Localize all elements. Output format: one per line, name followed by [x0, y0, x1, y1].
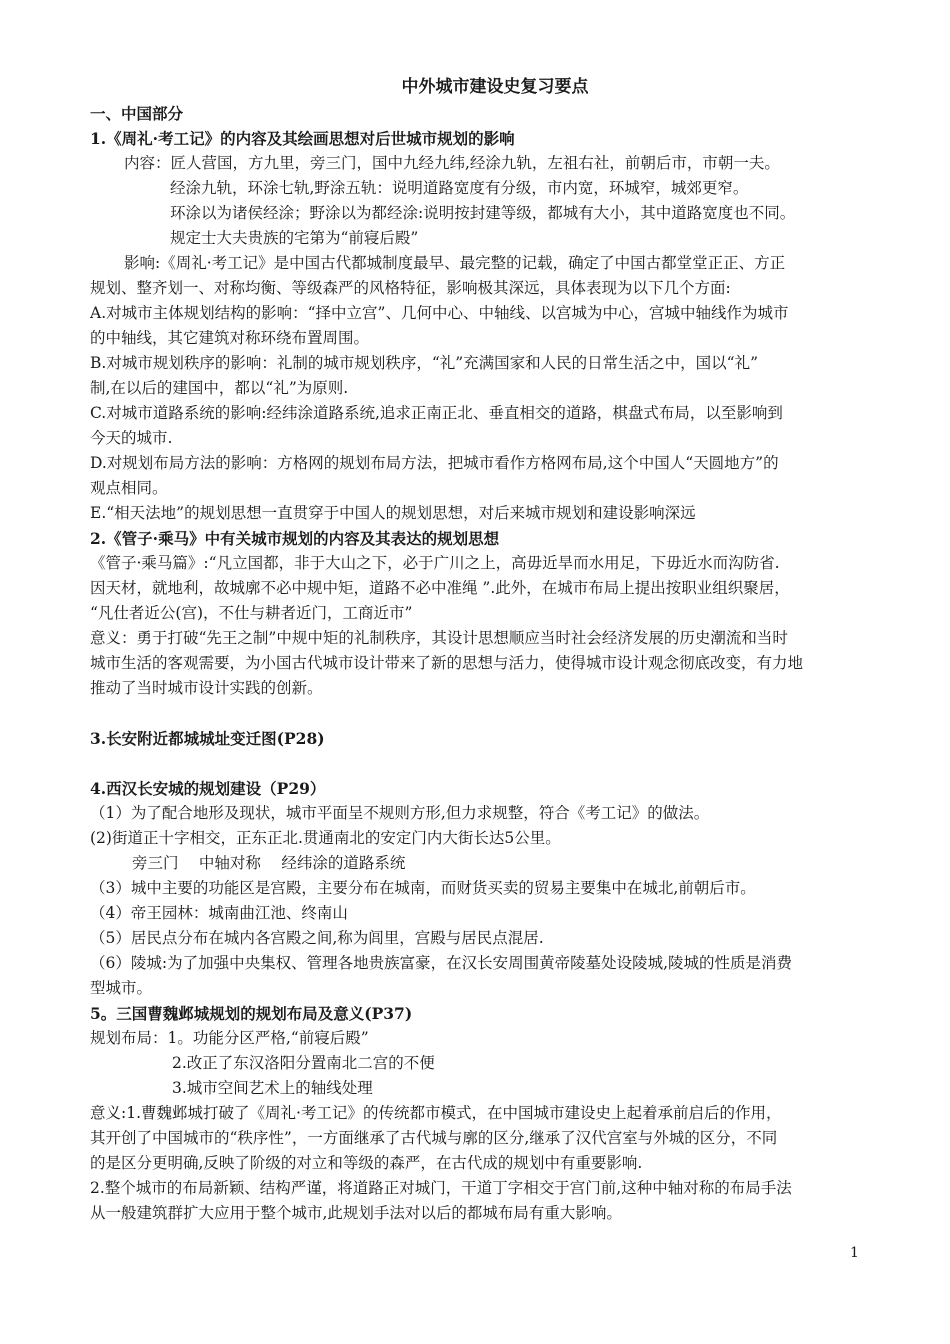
- text-line: 城市生活的客观需要，为小国古代城市设计带来了新的思想与活力，使得城市设计观念彻底改变，有力地: [90, 654, 804, 672]
- text-line: 规定士大夫贵族的宅第为“前寝后殿”: [170, 229, 419, 247]
- text-line: 观点相同。: [90, 479, 168, 497]
- document-title: 中外城市建设史复习要点: [401, 77, 589, 97]
- text-line: 意义：勇于打破“先王之制”中规中矩的礼制秩序，其设计思想顺应当时社会经济发展的历史潮流和当时: [90, 629, 788, 647]
- text-line: 今天的城市.: [90, 429, 173, 447]
- text-line: E.“相天法地”的规划思想一直贯穿于中国人的规划思想，对后来城市规划和建设影响深远: [90, 504, 696, 522]
- text-line: 旁三门 中轴对称 经纬涂的道路系统: [132, 854, 406, 872]
- text-line: 环涂以为诸侯经涂；野涂以为都经涂:说明按封建等级，都城有大小，其中道路宽度也不同。: [170, 204, 796, 222]
- text-line: 规划、整齐划一、对称均衡、等级森严的风格特征，影响极其深远，具体表现为以下几个方面:: [90, 279, 731, 297]
- text-line: (2)街道正十字相交，正东正北.贯通南北的安定门内大街长达5公里。: [90, 829, 561, 847]
- text-line: 因天材，就地利，故城廓不必中规中矩，道路不必中准绳 ”.此外，在城市布局上提出按职业组织聚居，: [90, 579, 790, 597]
- text-line: C.对城市道路系统的影响:经纬涂道路系统,追求正南正北、垂直相交的道路，棋盘式布局，以至影响到: [90, 404, 783, 422]
- section-heading: 4.西汉长安城的规划建设（P29）: [90, 779, 326, 798]
- text-line: （6）陵城:为了加强中央集权、管理各地贵族富豪，在汉长安周围黄帝陵墓处设陵城,陵城的性质是消费: [90, 954, 793, 972]
- text-line: 推动了当时城市设计实践的创新。: [90, 679, 323, 697]
- page-number: 1: [850, 1245, 859, 1261]
- text-line: 内容：匠人营国，方九里，旁三门，国中九经九纬,经涂九轨，左祖右社，前朝后市，市朝一夫。: [124, 154, 780, 172]
- text-line: “凡仕者近公(宫)，不仕与耕者近门，工商近市”: [90, 604, 413, 622]
- section-heading: 2.《管子·乘马》中有关城市规划的内容及其表达的规划思想: [90, 529, 500, 548]
- text-line: 2.改正了东汉洛阳分置南北二宫的不便: [172, 1054, 435, 1072]
- text-line: （1）为了配合地形及现状，城市平面呈不规则方形,但力求规整，符合《考工记》的做法。: [90, 804, 710, 822]
- document-body: [90, 74, 870, 1226]
- text-line: B.对城市规划秩序的影响：礼制的城市规划秩序，“礼”充满国家和人民的日常生活之中，国以“礼”: [90, 354, 759, 372]
- section-heading: 1.《周礼·考工记》的内容及其绘画思想对后世城市规划的影响: [90, 129, 515, 148]
- text-line: 影响:《周礼·考工记》是中国古代都城制度最早、最完整的记载，确定了中国古都堂堂正正、方正: [124, 254, 786, 272]
- text-line: 规划布局：1。功能分区严格,“前寝后殿”: [90, 1029, 369, 1047]
- text-line: （3）城中主要的功能区是宫殿，主要分布在城南，而财货买卖的贸易主要集中在城北,前朝后市。: [90, 879, 756, 897]
- section-heading: 3.长安附近都城城址变迁图(P28): [90, 729, 325, 748]
- text-line: 从一般建筑群扩大应用于整个城市,此规划手法对以后的都城布局有重大影响。: [90, 1204, 622, 1222]
- blank-line: [90, 751, 870, 776]
- text-line: 的中轴线，其它建筑对称环绕布置周围。: [90, 329, 370, 347]
- document-lines: [90, 101, 870, 1226]
- blank-line: [90, 701, 870, 726]
- text-line: 3.城市空间艺术上的轴线处理: [172, 1079, 373, 1097]
- text-line: 经涂九轨，环涂七轨,野涂五轨：说明道路宽度有分级，市内宽，环城窄，城郊更窄。: [170, 179, 749, 197]
- text-line: A.对城市主体规划结构的影响：“择中立宫”、几何中心、中轴线、以宫城为中心，宫城中轴线作为城市: [90, 304, 789, 322]
- text-line: （4）帝王园林：城南曲江池、终南山: [90, 904, 348, 922]
- text-line: 制,在以后的建国中，都以“礼”为原则.: [90, 379, 349, 397]
- section-heading: 一、中国部分: [90, 104, 184, 123]
- text-line: 其开创了中国城市的“秩序性”，一方面继承了古代城与廓的区分,继承了汉代宫室与外城的区分，不同: [90, 1129, 778, 1147]
- text-line: 型城市。: [90, 979, 153, 997]
- text-line: 2.整个城市的布局新颖、结构严谨，将道路正对城门，干道丁字相交于宫门前,这种中轴对称的布局手法: [90, 1179, 792, 1197]
- text-line: 意义:1.曹魏邺城打破了《周礼·考工记》的传统都市模式，在中国城市建设史上起着承前启后的作用，: [90, 1104, 782, 1122]
- text-line: 的是区分更明确,反映了阶级的对立和等级的森严，在古代成的规划中有重要影响.: [90, 1154, 643, 1172]
- section-heading: 5。三国曹魏邺城规划的规划布局及意义(P37): [90, 1004, 413, 1023]
- text-line: D.对规划布局方法的影响：方格网的规划布局方法，把城市看作方格网布局,这个中国人“天圆地方”的: [90, 454, 779, 472]
- text-line: （5）居民点分布在城内各宫殿之间,称为闾里，宫殿与居民点混居.: [90, 929, 544, 947]
- text-line: 《管子·乘马篇》:“凡立国都，非于大山之下，必于广川之上，高毋近旱而水用足，下毋近水而沟防省.: [90, 554, 780, 572]
